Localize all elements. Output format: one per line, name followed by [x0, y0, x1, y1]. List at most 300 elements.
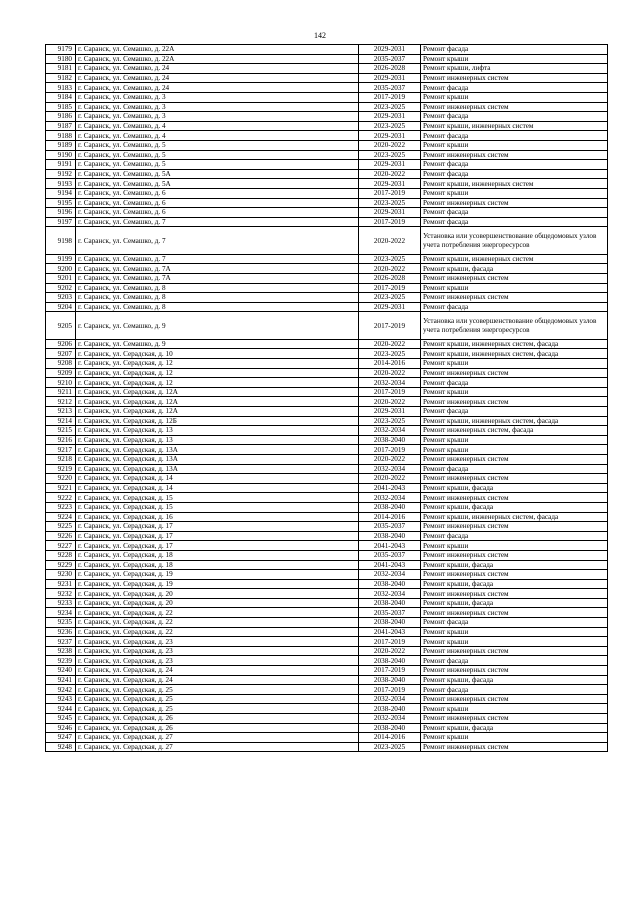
row-period: 2020-2022 [359, 140, 421, 150]
row-period: 2041-2043 [359, 541, 421, 551]
row-number: 9241 [46, 675, 76, 685]
row-work-type: Ремонт крыши, фасада [421, 483, 608, 493]
row-period: 2017-2019 [359, 637, 421, 647]
row-work-type: Ремонт инженерных систем [421, 454, 608, 464]
row-period: 2020-2022 [359, 368, 421, 378]
row-period: 2020-2022 [359, 227, 421, 255]
row-period: 2029-2031 [359, 407, 421, 417]
row-period: 2023-2025 [359, 102, 421, 112]
table-row [46, 73, 608, 83]
row-work-type: Ремонт инженерных систем, фасада [421, 426, 608, 436]
table-row [46, 646, 608, 656]
row-work-type: Ремонт инженерных систем [421, 742, 608, 752]
row-address: г. Саранск, ул. Серадская, д. 13 [76, 426, 359, 436]
row-number: 9240 [46, 666, 76, 676]
table-row [46, 64, 608, 74]
row-period: 2017-2019 [359, 685, 421, 695]
row-number: 9228 [46, 550, 76, 560]
row-address: г. Саранск, ул. Серадская, д. 26 [76, 714, 359, 724]
table-row [46, 445, 608, 455]
row-address: г. Саранск, ул. Серадская, д. 25 [76, 685, 359, 695]
row-number: 9231 [46, 579, 76, 589]
row-number: 9203 [46, 293, 76, 303]
row-work-type: Ремонт инженерных систем [421, 198, 608, 208]
row-number: 9188 [46, 131, 76, 141]
row-number: 9242 [46, 685, 76, 695]
row-address: г. Саранск, ул. Семашко, д. 22А [76, 45, 359, 55]
row-number: 9187 [46, 121, 76, 131]
row-work-type: Ремонт крыши, инженерных систем [421, 254, 608, 264]
table-row [46, 464, 608, 474]
row-number: 9243 [46, 694, 76, 704]
table-row [46, 426, 608, 436]
row-period: 2032-2034 [359, 426, 421, 436]
table-row [46, 416, 608, 426]
row-work-type: Ремонт фасада [421, 131, 608, 141]
table-row [46, 723, 608, 733]
row-period: 2026-2028 [359, 64, 421, 74]
row-number: 9204 [46, 302, 76, 312]
row-period: 2029-2031 [359, 45, 421, 55]
row-number: 9232 [46, 589, 76, 599]
row-number: 9206 [46, 339, 76, 349]
row-number: 9220 [46, 474, 76, 484]
row-number: 9216 [46, 435, 76, 445]
row-address: г. Саранск, ул. Серадская, д. 13 [76, 435, 359, 445]
table-row [46, 140, 608, 150]
row-work-type: Ремонт крыши, фасада [421, 675, 608, 685]
row-number: 9217 [46, 445, 76, 455]
row-number: 9244 [46, 704, 76, 714]
row-address: г. Саранск, ул. Серадская, д. 27 [76, 742, 359, 752]
table-row [46, 685, 608, 695]
row-period: 2023-2025 [359, 254, 421, 264]
row-number: 9229 [46, 560, 76, 570]
row-address: г. Саранск, ул. Семашко, д. 8 [76, 293, 359, 303]
row-address: г. Саранск, ул. Семашко, д. 4 [76, 131, 359, 141]
row-period: 2032-2034 [359, 378, 421, 388]
table-row [46, 675, 608, 685]
row-address: г. Саранск, ул. Семашко, д. 6 [76, 188, 359, 198]
row-number: 9180 [46, 54, 76, 64]
row-work-type: Ремонт фасада [421, 407, 608, 417]
row-work-type: Ремонт инженерных систем [421, 666, 608, 676]
row-number: 9215 [46, 426, 76, 436]
row-number: 9191 [46, 160, 76, 170]
row-number: 9227 [46, 541, 76, 551]
table-row [46, 169, 608, 179]
row-address: г. Саранск, ул. Серадская, д. 24 [76, 666, 359, 676]
table-row [46, 579, 608, 589]
row-work-type: Ремонт крыши, фасада [421, 579, 608, 589]
table-row [46, 121, 608, 131]
table-row [46, 378, 608, 388]
table-row [46, 359, 608, 369]
row-number: 9182 [46, 73, 76, 83]
row-address: г. Саранск, ул. Семашко, д. 4 [76, 121, 359, 131]
row-work-type: Ремонт крыши [421, 92, 608, 102]
row-work-type: Ремонт крыши [421, 637, 608, 647]
row-work-type: Ремонт крыши, фасада [421, 502, 608, 512]
row-number: 9238 [46, 646, 76, 656]
row-number: 9181 [46, 64, 76, 74]
row-address: г. Саранск, ул. Серадская, д. 15 [76, 493, 359, 503]
row-address: г. Саранск, ул. Серадская, д. 18 [76, 560, 359, 570]
table-row [46, 694, 608, 704]
row-address: г. Саранск, ул. Серадская, д. 20 [76, 589, 359, 599]
row-period: 2035-2037 [359, 550, 421, 560]
row-address: г. Саранск, ул. Серадская, д. 12 [76, 368, 359, 378]
row-work-type: Ремонт инженерных систем [421, 493, 608, 503]
table-row [46, 637, 608, 647]
row-period: 2032-2034 [359, 493, 421, 503]
row-work-type: Ремонт крыши [421, 704, 608, 714]
row-number: 9246 [46, 723, 76, 733]
row-number: 9185 [46, 102, 76, 112]
row-number: 9239 [46, 656, 76, 666]
row-period: 2017-2019 [359, 188, 421, 198]
row-number: 9224 [46, 512, 76, 522]
row-number: 9198 [46, 227, 76, 255]
table-row [46, 742, 608, 752]
row-work-type: Ремонт инженерных систем [421, 73, 608, 83]
row-address: г. Саранск, ул. Серадская, д. 12 [76, 378, 359, 388]
row-address: г. Саранск, ул. Серадская, д. 16 [76, 512, 359, 522]
row-work-type: Ремонт инженерных систем [421, 589, 608, 599]
row-work-type: Ремонт крыши [421, 140, 608, 150]
row-work-type: Ремонт крыши [421, 54, 608, 64]
table-row [46, 560, 608, 570]
row-period: 2035-2037 [359, 608, 421, 618]
row-address: г. Саранск, ул. Серадская, д. 12А [76, 397, 359, 407]
table-row [46, 474, 608, 484]
row-number: 9199 [46, 254, 76, 264]
row-number: 9209 [46, 368, 76, 378]
row-period: 2029-2031 [359, 131, 421, 141]
table-row [46, 349, 608, 359]
row-number: 9194 [46, 188, 76, 198]
table-row [46, 131, 608, 141]
row-number: 9186 [46, 112, 76, 122]
row-work-type: Ремонт крыши [421, 627, 608, 637]
table-row [46, 435, 608, 445]
row-number: 9205 [46, 312, 76, 340]
row-work-type: Ремонт инженерных систем [421, 522, 608, 532]
row-work-type: Ремонт крыши, фасада [421, 264, 608, 274]
row-period: 2014-2016 [359, 512, 421, 522]
row-number: 9233 [46, 598, 76, 608]
row-period: 2035-2037 [359, 522, 421, 532]
row-work-type: Ремонт фасада [421, 112, 608, 122]
row-work-type: Ремонт инженерных систем [421, 714, 608, 724]
row-period: 2020-2022 [359, 264, 421, 274]
row-period: 2020-2022 [359, 454, 421, 464]
row-address: г. Саранск, ул. Серадская, д. 26 [76, 723, 359, 733]
row-period: 2038-2040 [359, 531, 421, 541]
row-period: 2038-2040 [359, 435, 421, 445]
table-row [46, 627, 608, 637]
row-work-type: Ремонт крыши [421, 445, 608, 455]
table-row [46, 254, 608, 264]
row-work-type: Ремонт крыши, инженерных систем, фасада [421, 416, 608, 426]
table-row [46, 407, 608, 417]
row-work-type: Ремонт инженерных систем [421, 368, 608, 378]
row-number: 9212 [46, 397, 76, 407]
row-address: г. Саранск, ул. Серадская, д. 25 [76, 704, 359, 714]
row-address: г. Саранск, ул. Семашко, д. 7 [76, 227, 359, 255]
row-period: 2041-2043 [359, 627, 421, 637]
row-work-type: Ремонт инженерных систем [421, 293, 608, 303]
row-address: г. Саранск, ул. Семашко, д. 5 [76, 150, 359, 160]
row-number: 9230 [46, 570, 76, 580]
table-row [46, 483, 608, 493]
table-row [46, 570, 608, 580]
row-address: г. Саранск, ул. Семашко, д. 24 [76, 64, 359, 74]
row-address: г. Саранск, ул. Семашко, д. 22А [76, 54, 359, 64]
row-address: г. Саранск, ул. Семашко, д. 5 [76, 140, 359, 150]
row-work-type: Ремонт крыши [421, 387, 608, 397]
row-address: г. Саранск, ул. Серадская, д. 20 [76, 598, 359, 608]
row-period: 2032-2034 [359, 570, 421, 580]
row-address: г. Саранск, ул. Серадская, д. 10 [76, 349, 359, 359]
row-work-type: Ремонт инженерных систем [421, 273, 608, 283]
row-address: г. Саранск, ул. Семашко, д. 5А [76, 169, 359, 179]
row-address: г. Саранск, ул. Серадская, д. 22 [76, 608, 359, 618]
row-address: г. Саранск, ул. Семашко, д. 8 [76, 283, 359, 293]
table-row [46, 714, 608, 724]
row-address: г. Саранск, ул. Серадская, д. 17 [76, 531, 359, 541]
row-address: г. Саранск, ул. Серадская, д. 12 [76, 359, 359, 369]
row-period: 2017-2019 [359, 666, 421, 676]
table-row [46, 733, 608, 743]
row-number: 9222 [46, 493, 76, 503]
row-work-type: Ремонт фасада [421, 656, 608, 666]
row-number: 9179 [46, 45, 76, 55]
row-work-type: Ремонт инженерных систем [421, 608, 608, 618]
row-work-type: Ремонт фасада [421, 217, 608, 227]
row-number: 9211 [46, 387, 76, 397]
row-work-type: Ремонт фасада [421, 302, 608, 312]
table-row [46, 589, 608, 599]
table-row [46, 54, 608, 64]
table-row [46, 522, 608, 532]
table-row [46, 45, 608, 55]
row-address: г. Саранск, ул. Серадская, д. 17 [76, 541, 359, 551]
table-row [46, 179, 608, 189]
row-address: г. Саранск, ул. Семашко, д. 7А [76, 264, 359, 274]
row-work-type: Ремонт инженерных систем [421, 646, 608, 656]
row-period: 2038-2040 [359, 618, 421, 628]
table-row [46, 302, 608, 312]
row-work-type: Ремонт крыши, фасада [421, 723, 608, 733]
row-period: 2023-2025 [359, 742, 421, 752]
row-address: г. Саранск, ул. Семашко, д. 7 [76, 217, 359, 227]
row-period: 2041-2043 [359, 483, 421, 493]
row-work-type: Установка или усовершенствование общедомовых узлов учета потребления энергоресурсов [421, 312, 608, 340]
row-work-type: Ремонт фасада [421, 685, 608, 695]
row-period: 2026-2028 [359, 273, 421, 283]
row-address: г. Саранск, ул. Серадская, д. 13А [76, 464, 359, 474]
row-number: 9197 [46, 217, 76, 227]
table-row [46, 312, 608, 340]
row-address: г. Саранск, ул. Семашко, д. 24 [76, 83, 359, 93]
row-work-type: Ремонт фасада [421, 378, 608, 388]
row-number: 9214 [46, 416, 76, 426]
row-work-type: Ремонт крыши, инженерных систем, фасада [421, 349, 608, 359]
row-period: 2029-2031 [359, 112, 421, 122]
row-work-type: Ремонт крыши, фасада [421, 598, 608, 608]
row-address: г. Саранск, ул. Серадская, д. 23 [76, 656, 359, 666]
row-period: 2014-2016 [359, 733, 421, 743]
row-period: 2038-2040 [359, 704, 421, 714]
row-address: г. Саранск, ул. Семашко, д. 5А [76, 179, 359, 189]
row-address: г. Саранск, ул. Серадская, д. 18 [76, 550, 359, 560]
row-period: 2020-2022 [359, 474, 421, 484]
row-number: 9196 [46, 208, 76, 218]
row-number: 9189 [46, 140, 76, 150]
row-number: 9213 [46, 407, 76, 417]
table-row [46, 541, 608, 551]
row-period: 2038-2040 [359, 579, 421, 589]
row-number: 9210 [46, 378, 76, 388]
row-number: 9190 [46, 150, 76, 160]
row-period: 2017-2019 [359, 283, 421, 293]
row-address: г. Саранск, ул. Семашко, д. 7А [76, 273, 359, 283]
row-work-type: Ремонт инженерных систем [421, 694, 608, 704]
row-number: 9192 [46, 169, 76, 179]
row-number: 9226 [46, 531, 76, 541]
row-address: г. Саранск, ул. Семашко, д. 7 [76, 254, 359, 264]
row-period: 2029-2031 [359, 302, 421, 312]
row-number: 9207 [46, 349, 76, 359]
row-address: г. Саранск, ул. Семашко, д. 3 [76, 112, 359, 122]
row-address: г. Саранск, ул. Семашко, д. 5 [76, 160, 359, 170]
table-row [46, 102, 608, 112]
table-row [46, 339, 608, 349]
row-number: 9221 [46, 483, 76, 493]
row-work-type: Ремонт крыши, инженерных систем, фасада [421, 512, 608, 522]
row-period: 2032-2034 [359, 589, 421, 599]
row-period: 2020-2022 [359, 397, 421, 407]
table-row [46, 656, 608, 666]
table-row [46, 264, 608, 274]
row-number: 9235 [46, 618, 76, 628]
row-address: г. Саранск, ул. Серадская, д. 27 [76, 733, 359, 743]
row-address: г. Саранск, ул. Серадская, д. 22 [76, 627, 359, 637]
row-period: 2032-2034 [359, 694, 421, 704]
row-period: 2038-2040 [359, 723, 421, 733]
row-work-type: Ремонт крыши [421, 541, 608, 551]
row-period: 2029-2031 [359, 73, 421, 83]
row-address: г. Саранск, ул. Семашко, д. 3 [76, 92, 359, 102]
row-address: г. Саранск, ул. Серадская, д. 12А [76, 407, 359, 417]
row-work-type: Ремонт инженерных систем [421, 150, 608, 160]
row-work-type: Ремонт инженерных систем [421, 102, 608, 112]
row-address: г. Саранск, ул. Семашко, д. 6 [76, 198, 359, 208]
row-period: 2029-2031 [359, 179, 421, 189]
row-address: г. Саранск, ул. Семашко, д. 9 [76, 339, 359, 349]
table-row [46, 83, 608, 93]
row-number: 9208 [46, 359, 76, 369]
row-period: 2032-2034 [359, 714, 421, 724]
row-work-type: Ремонт крыши [421, 359, 608, 369]
row-number: 9236 [46, 627, 76, 637]
row-work-type: Ремонт фасада [421, 160, 608, 170]
table-row [46, 502, 608, 512]
row-address: г. Саранск, ул. Серадская, д. 19 [76, 570, 359, 580]
table-row [46, 531, 608, 541]
row-period: 2017-2019 [359, 387, 421, 397]
row-period: 2023-2025 [359, 293, 421, 303]
row-number: 9247 [46, 733, 76, 743]
row-work-type: Ремонт инженерных систем [421, 550, 608, 560]
row-period: 2038-2040 [359, 675, 421, 685]
table-row [46, 198, 608, 208]
row-number: 9237 [46, 637, 76, 647]
row-work-type: Ремонт инженерных систем [421, 474, 608, 484]
table-row [46, 454, 608, 464]
row-period: 2038-2040 [359, 598, 421, 608]
row-period: 2032-2034 [359, 464, 421, 474]
row-work-type: Ремонт фасада [421, 618, 608, 628]
row-address: г. Саранск, ул. Серадская, д. 12А [76, 387, 359, 397]
row-address: г. Саранск, ул. Серадская, д. 23 [76, 646, 359, 656]
table-row [46, 397, 608, 407]
table-row [46, 150, 608, 160]
row-period: 2023-2025 [359, 150, 421, 160]
registry-table [45, 44, 608, 752]
row-period: 2017-2019 [359, 92, 421, 102]
table-row [46, 618, 608, 628]
row-period: 2038-2040 [359, 502, 421, 512]
row-address: г. Саранск, ул. Серадская, д. 13А [76, 454, 359, 464]
row-number: 9245 [46, 714, 76, 724]
table-row [46, 188, 608, 198]
row-address: г. Саранск, ул. Серадская, д. 13А [76, 445, 359, 455]
row-address: г. Саранск, ул. Семашко, д. 9 [76, 312, 359, 340]
row-work-type: Ремонт крыши [421, 283, 608, 293]
row-address: г. Саранск, ул. Семашко, д. 24 [76, 73, 359, 83]
row-address: г. Саранск, ул. Серадская, д. 19 [76, 579, 359, 589]
row-number: 9218 [46, 454, 76, 464]
row-period: 2023-2025 [359, 416, 421, 426]
row-address: г. Саранск, ул. Серадская, д. 15 [76, 502, 359, 512]
row-number: 9225 [46, 522, 76, 532]
row-address: г. Саранск, ул. Серадская, д. 17 [76, 522, 359, 532]
row-address: г. Саранск, ул. Серадская, д. 25 [76, 694, 359, 704]
row-work-type: Ремонт крыши [421, 435, 608, 445]
table-row [46, 273, 608, 283]
row-period: 2029-2031 [359, 208, 421, 218]
row-work-type: Ремонт фасада [421, 464, 608, 474]
row-period: 2017-2019 [359, 312, 421, 340]
row-number: 9201 [46, 273, 76, 283]
table-row [46, 112, 608, 122]
row-work-type: Ремонт крыши, инженерных систем [421, 179, 608, 189]
row-address: г. Саранск, ул. Семашко, д. 8 [76, 302, 359, 312]
row-number: 9200 [46, 264, 76, 274]
row-address: г. Саранск, ул. Серадская, д. 23 [76, 637, 359, 647]
row-work-type: Ремонт крыши, инженерных систем [421, 121, 608, 131]
page-number: 142 [314, 31, 326, 40]
row-work-type: Ремонт крыши [421, 733, 608, 743]
table-row [46, 550, 608, 560]
row-period: 2029-2031 [359, 160, 421, 170]
row-period: 2020-2022 [359, 646, 421, 656]
registry-table-body [46, 45, 608, 752]
row-period: 2023-2025 [359, 198, 421, 208]
row-work-type: Установка или усовершенствование общедомовых узлов учета потребления энергоресурсов [421, 227, 608, 255]
